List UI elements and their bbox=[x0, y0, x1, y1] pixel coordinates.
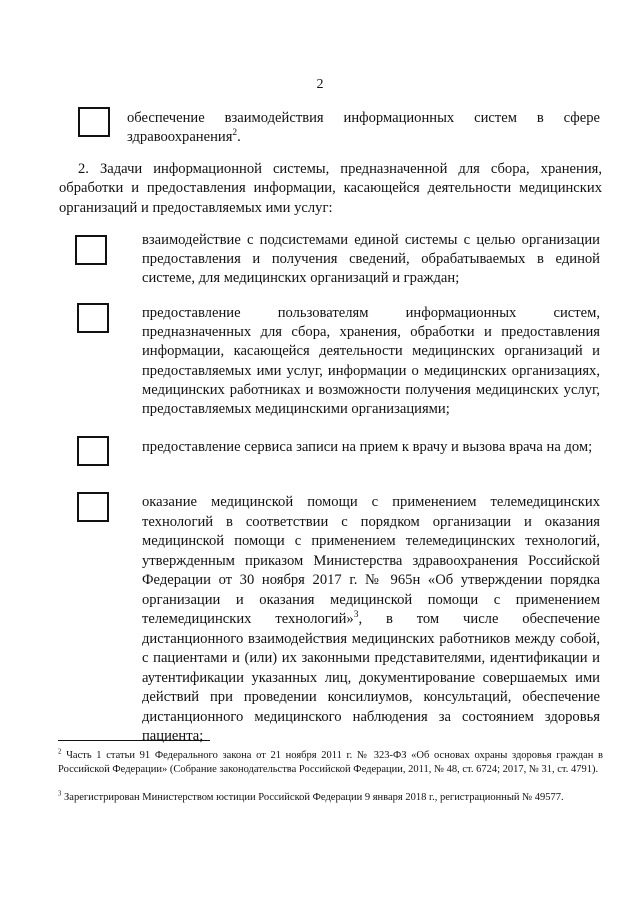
checkbox-square bbox=[78, 107, 110, 137]
footnote-separator bbox=[58, 740, 210, 741]
footnote-mark: 2 bbox=[58, 748, 62, 756]
checkbox-square bbox=[77, 492, 109, 522]
item-tail: . bbox=[237, 129, 241, 146]
footnote-ref: 3 bbox=[353, 610, 359, 621]
item-text: оказание медицинской помощи с применением телемедицинских технологий в соответствии с порядком организации и оказания медицинской помощи с применением телемедицинских технологий, утвержденным приказом Министерства здравоохранения Российской Федерации от 30 ноября 2017 г. № 965н «Об утверждении порядка организации и оказания медицинской помощи с применением телемедицинских технологий» bbox=[142, 494, 600, 627]
footnote-text: Зарегистрирован Министерством юстиции Российской Федерации 9 января 2018 г., регистрационный № 49577. bbox=[64, 792, 564, 803]
section-intro-paragraph: 2. Задачи информационной системы, предназначенной для сбора, хранения, обработки и предоставления информации, касающейся деятельности медицинских организаций и предоставляемых ими услуг: bbox=[59, 161, 602, 216]
page-number: 2 bbox=[316, 77, 324, 92]
footnote-mark: 3 bbox=[58, 790, 62, 798]
item-text-continued: , в том числе обеспечение дистанционного взаимодействия медицинских работников между собой, с пациентами и (или) их законными представителями, идентификации и аутентификации указанных лиц, документирование совершаемых ими действий при проведении консилиумов, консультаций, обеспечение дистанционного медицинского наблюдения за состоянием здоровья пациента; bbox=[142, 611, 600, 744]
footnote bbox=[58, 749, 603, 776]
list-item: взаимодействие с подсистемами единой системы с целью организации предоставления и получения сведений, обрабатываемых в единой системе, для медицинских организаций и граждан; bbox=[142, 232, 600, 287]
list-item: предоставление сервиса записи на прием к врачу и вызова врача на дом; bbox=[142, 439, 593, 455]
checkbox-square bbox=[77, 303, 109, 333]
list-item: предоставление пользователям информационных систем, предназначенных для сбора, хранения, обработки и предоставления информации, касающейся деятельности медицинских организаций и предоставляемых ими услуг, информации о медицинских организациях, медицинских работниках и возможности получения медицинских услуг, предоставляемых медицинскими организациями; bbox=[142, 305, 600, 418]
checkbox-square bbox=[75, 235, 107, 265]
list-item bbox=[142, 493, 600, 747]
item-text: обеспечение взаимодействия информационных систем в сфере здравоохранения bbox=[127, 110, 600, 146]
footnote bbox=[58, 791, 603, 805]
checkbox-square bbox=[77, 436, 109, 466]
footnote-text: Часть 1 статьи 91 Федерального закона от 21 ноября 2011 г. № 323-ФЗ «Об основах охраны здоровья граждан в Российской Федерации» (Собрание законодательства Российской Федерации, 2011, № 48, ст. 6724; 2017, № 31, ст. 4791). bbox=[58, 750, 604, 775]
footnote-ref: 2 bbox=[232, 128, 238, 139]
list-item bbox=[127, 109, 600, 147]
